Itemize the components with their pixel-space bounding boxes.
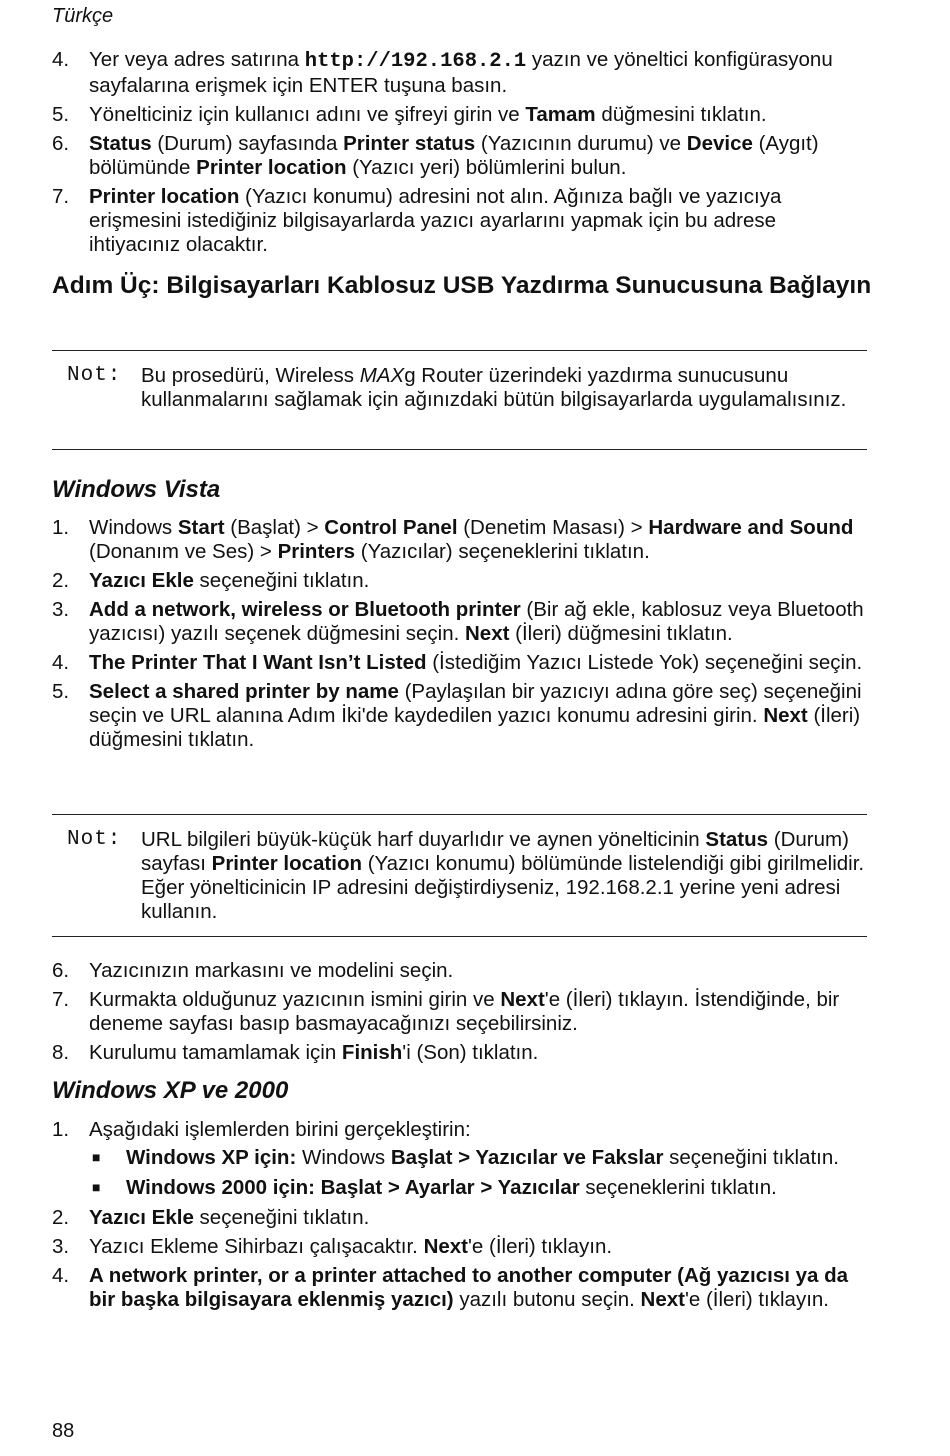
note-label: Not: [67, 828, 122, 851]
text-run: (Başlat) > [224, 516, 325, 539]
section-heading: Adım Üç: Bilgisayarları Kablosuz USB Yazdırma Sunucusuna Bağlayın [52, 272, 872, 299]
step-text [89, 959, 453, 982]
bold-term: Finish [341, 1041, 403, 1064]
bold-term: Printers [277, 540, 356, 563]
step-number: 4. [52, 48, 70, 71]
note-box [52, 364, 867, 412]
bold-term: Yazıcı Ekle [89, 1206, 194, 1229]
text-run: Kurmakta olduğunuz yazıcının ismini girin ve [89, 988, 501, 1011]
bold-term: Printer location [211, 852, 362, 875]
step-number: 6. [52, 959, 70, 982]
text-run: Aşağıdaki işlemlerden birini gerçekleştirin: [89, 1118, 471, 1141]
text-run: (Aygıt) bölümünde [89, 132, 819, 179]
step-number: 1. [52, 1118, 70, 1141]
note-text [141, 828, 867, 924]
text-run: (İstediğim Yazıcı Listede Yok) seçeneğini seçin. [426, 651, 863, 674]
note-box [52, 828, 867, 924]
bold-term: Windows XP için: [126, 1146, 297, 1169]
step-text [89, 1041, 538, 1064]
text-run: düğmesini tıklatın. [595, 103, 767, 126]
steps-list-router [52, 48, 872, 262]
steps-list-vista-continued [52, 959, 872, 1070]
list-item [52, 569, 872, 593]
text-run: (Yazıcı konumu) bölümünde listelendiği gibi girilmelidir. Eğer yönelticinicin IP adresini değiştirdiyseniz, 192.168.2.1 yerine yeni adresi kullanın. [141, 852, 865, 923]
text-run: (Bir ağ ekle, kablosuz veya Bluetooth yazıcısı) yazılı seçenek düğmesini seçin. [89, 598, 864, 645]
list-item [52, 103, 872, 127]
step-text [89, 185, 781, 256]
step-text [89, 516, 853, 563]
text-run: (Donanım ve Ses) > [89, 540, 278, 563]
text-run: Yer veya adres satırına [89, 48, 305, 71]
step-text [89, 598, 864, 645]
square-bullet-icon: ■ [92, 1179, 101, 1195]
bold-term: Next [640, 1288, 685, 1311]
step-text [89, 651, 862, 674]
bold-term: Control Panel [324, 516, 458, 539]
bold-term: Printer status [343, 132, 476, 155]
text-run: seçeneğini tıklatın. [663, 1146, 839, 1169]
list-item [52, 185, 872, 257]
list-item [52, 1041, 872, 1065]
step-text [89, 1235, 612, 1258]
square-bullet-icon: ■ [92, 1149, 101, 1165]
subheading-windows-xp-2000: Windows XP ve 2000 [52, 1077, 289, 1104]
text-run: yazın ve yöneltici konfigürasyonu sayfalarına erişmek için ENTER tuşuna basın. [89, 48, 833, 97]
note-divider-bottom [52, 449, 867, 450]
text-run: (Yazıcı yeri) bölümlerini bulun. [346, 156, 627, 179]
step-number: 8. [52, 1041, 70, 1064]
sub-item-text [126, 1176, 777, 1199]
bold-term: Next [500, 988, 545, 1011]
note-label: Not: [67, 364, 122, 387]
steps-list-vista [52, 516, 872, 757]
text-run: Windows [296, 1146, 391, 1169]
list-item [52, 132, 872, 180]
note-text [141, 364, 867, 412]
list-item [52, 516, 872, 564]
note-divider-top [52, 350, 867, 351]
text-run: (Yazıcının durumu) ve [475, 132, 687, 155]
list-item [52, 1235, 872, 1259]
text-run: seçeneğini tıklatın. [193, 569, 370, 592]
text-run: (Yazıcılar) seçeneklerini tıklatın. [355, 540, 650, 563]
subheading-windows-vista: Windows Vista [52, 476, 221, 503]
bold-term: Tamam [525, 103, 596, 126]
note-divider-bottom [52, 936, 867, 937]
note-divider-top [52, 814, 867, 815]
text-run: Kurulumu tamamlamak için [89, 1041, 342, 1064]
bold-term: Next [465, 622, 510, 645]
step-text [89, 48, 833, 97]
text-run: g Router üzerindeki yazdırma sunucusunu kullanmalarını sağlamak için ağınızdaki bütün bilgisayarlarda uygulamalısınız. [141, 364, 847, 411]
bold-term: Başlat > Yazıcılar ve Fakslar [390, 1146, 664, 1169]
step-text [89, 680, 862, 751]
bold-term: Windows 2000 için: Başlat > Ayarlar > Yazıcılar [126, 1176, 580, 1199]
text-run: (İleri) düğmesini tıklatın. [89, 704, 861, 751]
list-item [52, 48, 872, 98]
step-text [89, 132, 819, 179]
step-number: 2. [52, 1206, 70, 1229]
steps-list-xp [52, 1118, 872, 1317]
step-number: 2. [52, 569, 70, 592]
bold-term: Hardware and Sound [648, 516, 854, 539]
step-text [89, 569, 369, 592]
text-run: (Durum) sayfası [141, 828, 849, 875]
italic-term: MAX [359, 364, 405, 387]
step-text [89, 103, 767, 126]
text-run: yazılı butonu seçin. [453, 1288, 641, 1311]
sub-list [89, 1146, 872, 1200]
list-item [52, 1264, 872, 1312]
bold-term: Select a shared printer by name [89, 680, 399, 703]
text-run: URL bilgileri büyük-küçük harf duyarlıdır ve aynen yönelticinin [141, 828, 706, 851]
step-number: 3. [52, 1235, 70, 1258]
list-item [52, 598, 872, 646]
bold-term: The Printer That I Want Isn’t Listed [89, 651, 427, 674]
text-run: Yazıcı Ekleme Sihirbazı çalışacaktır. [89, 1235, 424, 1258]
text-run: Yönelticiniz için kullanıcı adını ve şifreyi girin ve [89, 103, 526, 126]
text-run: Windows [89, 516, 178, 539]
step-number: 6. [52, 132, 70, 155]
language-label: Türkçe [52, 5, 114, 27]
list-item [52, 1206, 872, 1230]
list-item [52, 959, 872, 983]
sub-item-text [126, 1146, 839, 1169]
text-run: (İleri) düğmesini tıklatın. [509, 622, 733, 645]
bold-term: Status [705, 828, 769, 851]
step-text [89, 988, 839, 1035]
url-text: http://192.168.2.1 [304, 50, 527, 73]
text-run: (Paylaşılan bir yazıcıyı adına göre seç) seçeneğini seçin ve URL alanına Adım İki'de kaydedilen yazıcı konumu adresini girin. [89, 680, 862, 727]
bold-term: Next [763, 704, 808, 727]
bold-term: Status [89, 132, 152, 155]
step-text [89, 1118, 471, 1141]
step-number: 7. [52, 185, 70, 208]
step-number: 4. [52, 1264, 70, 1287]
list-item [52, 680, 872, 752]
text-run: (Denetim Masası) > [457, 516, 649, 539]
text-run: seçeneklerini tıklatın. [579, 1176, 777, 1199]
bold-term: Yazıcı Ekle [89, 569, 194, 592]
sub-list-item [89, 1176, 872, 1200]
bold-term: Printer location [89, 185, 240, 208]
bold-term: Start [177, 516, 225, 539]
text-run: Bu prosedürü, Wireless [141, 364, 360, 387]
text-run: seçeneğini tıklatın. [193, 1206, 370, 1229]
text-run: (Durum) sayfasında [151, 132, 344, 155]
page-number: 88 [52, 1420, 75, 1442]
step-text [89, 1206, 369, 1229]
text-run: (Yazıcı konumu) adresini not alın. Ağınıza bağlı ve yazıcıya erişmesini istediğiniz bilgisayarlarda yazıcı ayarlarını yapmak için bu adrese ihtiyacınız olacaktır. [89, 185, 782, 256]
text-run: 'e (İleri) tıklayın. [468, 1235, 613, 1258]
step-text [89, 1264, 848, 1311]
list-item [52, 988, 872, 1036]
bold-term: A network printer, or a printer attached to another computer (Ağ yazıcısı ya da bir başka bilgisayara eklenmiş yazıcı) [89, 1264, 849, 1311]
step-number: 4. [52, 651, 70, 674]
text-run: Yazıcınızın markasını ve modelini seçin. [89, 959, 454, 982]
text-run: 'e (İleri) tıklayın. [684, 1288, 829, 1311]
text-run: 'i (Son) tıklatın. [402, 1041, 539, 1064]
bold-term: Device [686, 132, 753, 155]
step-number: 5. [52, 680, 70, 703]
list-item [52, 1118, 872, 1200]
text-run: 'e (İleri) tıklayın. İstendiğinde, bir deneme sayfası basıp basmayacağınızı seçebilirsiniz. [89, 988, 840, 1035]
bold-term: Printer location [196, 156, 347, 179]
bold-term: Add a network, wireless or Bluetooth printer [89, 598, 521, 621]
step-number: 1. [52, 516, 70, 539]
step-number: 5. [52, 103, 70, 126]
step-number: 7. [52, 988, 70, 1011]
list-item [52, 651, 872, 675]
sub-list-item [89, 1146, 872, 1170]
bold-term: Next [423, 1235, 469, 1258]
step-number: 3. [52, 598, 70, 621]
